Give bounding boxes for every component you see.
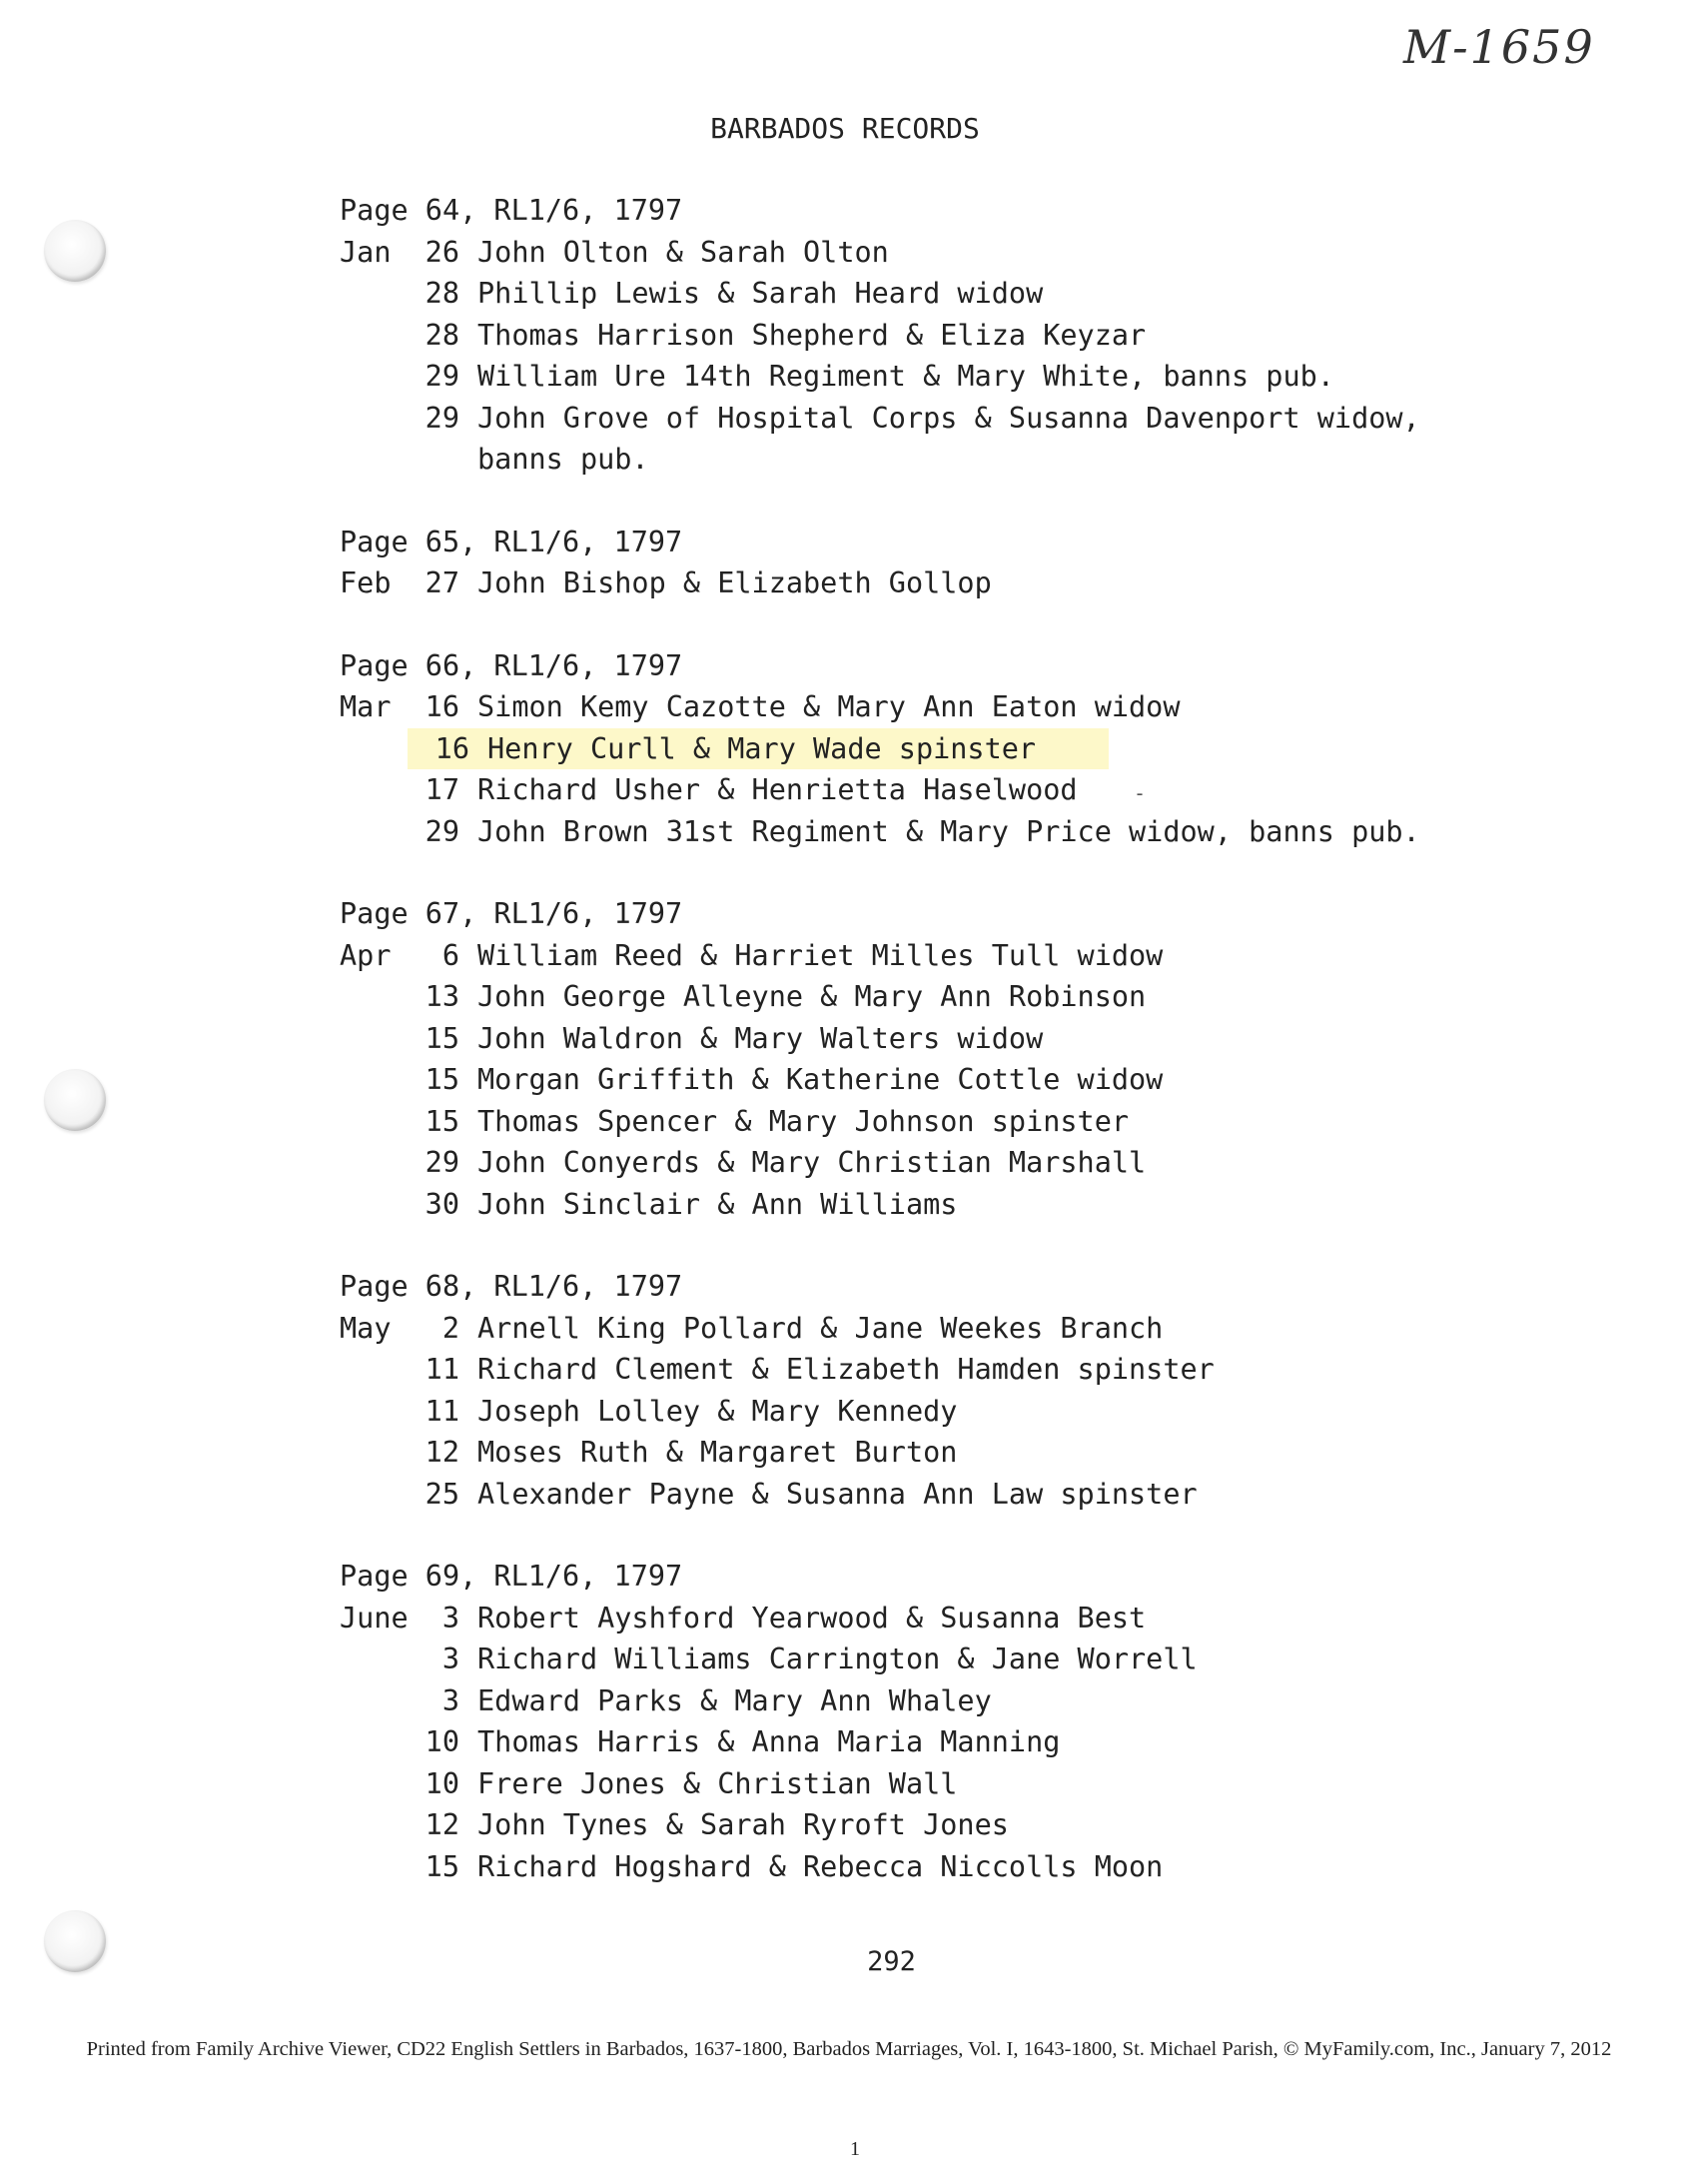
record-section	[340, 1556, 1420, 1887]
entry-day: 16	[424, 690, 459, 723]
marriage-entry	[340, 1101, 1420, 1143]
section-page-heading: Page 68, RL1/6, 1797	[340, 1270, 683, 1303]
entry-day: 26	[424, 235, 459, 269]
marriage-entry	[340, 1432, 1420, 1474]
entry-month	[340, 1638, 400, 1680]
entry-month	[340, 1804, 400, 1846]
entry-month	[340, 1680, 400, 1722]
entry-month	[340, 1142, 400, 1184]
entry-text: Frere Jones & Christian Wall	[477, 1766, 958, 1800]
entry-month: May	[340, 1311, 392, 1345]
entry-day: 11	[424, 1353, 459, 1386]
entry-text: Joseph Lolley & Mary Kennedy	[477, 1394, 958, 1428]
entry-day: 16	[434, 731, 469, 765]
entry-month	[340, 1432, 400, 1474]
entry-day: 11	[424, 1394, 459, 1428]
marriage-entry	[340, 976, 1420, 1018]
entry-day: 10	[424, 1725, 459, 1758]
records-list	[340, 190, 1420, 1928]
marriage-entry	[340, 398, 1420, 440]
marriage-entry	[340, 811, 1420, 853]
entry-day: 29	[424, 814, 459, 848]
entry-month	[340, 273, 400, 315]
marriage-entry	[340, 1846, 1420, 1888]
marriage-entry	[340, 562, 1420, 604]
marriage-entry	[340, 232, 1420, 274]
punch-hole-middle	[44, 1069, 106, 1131]
marriage-entry	[340, 315, 1420, 357]
entry-month	[340, 1721, 400, 1763]
entry-day: 28	[424, 318, 459, 352]
entry-text: Moses Ruth & Margaret Burton	[477, 1436, 958, 1469]
entry-text: John Sinclair & Ann Williams	[477, 1187, 958, 1221]
section-page-heading: Page 69, RL1/6, 1797	[340, 1560, 683, 1593]
entry-month	[340, 1846, 400, 1888]
marriage-entry	[340, 1308, 1420, 1350]
marriage-entry	[340, 769, 1420, 811]
entry-text: Thomas Harris & Anna Maria Manning	[477, 1725, 1061, 1758]
section-page-heading: Page 67, RL1/6, 1797	[340, 897, 683, 930]
entry-month: Apr	[340, 938, 392, 972]
marriage-entry	[340, 1598, 1420, 1639]
entry-day: 25	[424, 1477, 459, 1511]
marriage-entry	[340, 1680, 1420, 1722]
entry-day: 15	[424, 1104, 459, 1138]
entry-month	[340, 398, 400, 440]
entry-day: 29	[424, 401, 459, 435]
entry-day: 6	[441, 938, 459, 972]
entry-text: John Brown 31st Regiment & Mary Price widow, banns pub.	[477, 814, 1420, 848]
print-footer: Printed from Family Archive Viewer, CD22 English Settlers in Barbados, 1637-1800, Barbados Marriages, Vol. I, 1643-1800, St. Michael Parish, © MyFamily.com, Inc., January 7, 2012	[86, 2038, 1612, 2060]
page-title: BARBADOS RECORDS	[710, 112, 980, 145]
section-page-heading: Page 64, RL1/6, 1797	[340, 194, 683, 227]
entry-text: Robert Ayshford Yearwood & Susanna Best	[477, 1601, 1147, 1635]
entry-text: Thomas Harrison Shepherd & Eliza Keyzar	[477, 318, 1147, 352]
entry-text: Alexander Payne & Susanna Ann Law spinster	[477, 1477, 1198, 1511]
stray-mark: -	[1134, 781, 1147, 805]
marriage-entry	[340, 1018, 1420, 1060]
entry-text: William Reed & Harriet Milles Tull widow	[477, 938, 1164, 972]
marriage-entry	[340, 1142, 1420, 1184]
entry-text: John Olton & Sarah Olton	[477, 235, 889, 269]
entry-text: Edward Parks & Mary Ann Whaley	[477, 1683, 992, 1717]
entry-text: Richard Clement & Elizabeth Hamden spinster	[477, 1353, 1215, 1386]
record-section	[340, 645, 1420, 853]
marriage-entry	[340, 935, 1420, 977]
record-section	[340, 1266, 1420, 1515]
entry-day: 29	[424, 360, 459, 393]
entry-month: Jan	[340, 235, 392, 269]
entry-day: 15	[424, 1021, 459, 1055]
entry-month	[340, 1184, 400, 1226]
marriage-entry	[340, 1059, 1420, 1101]
entry-text: John Bishop & Elizabeth Gollop	[477, 566, 992, 599]
entry-text: Richard Williams Carrington & Jane Worrell	[477, 1642, 1198, 1675]
entry-text: Phillip Lewis & Sarah Heard widow	[477, 277, 1044, 310]
entry-month	[340, 1474, 400, 1516]
section-page-heading: Page 66, RL1/6, 1797	[340, 648, 683, 682]
record-section	[340, 190, 1420, 481]
entry-month: Mar	[340, 690, 392, 723]
entry-day: 29	[424, 1146, 459, 1179]
entry-month: June	[340, 1601, 409, 1635]
entry-day: 30	[424, 1187, 459, 1221]
entry-text: Thomas Spencer & Mary Johnson spinster	[477, 1104, 1130, 1138]
entry-month	[340, 1391, 400, 1433]
entry-day: 12	[424, 1808, 459, 1841]
entry-text: Arnell King Pollard & Jane Weekes Branch	[477, 1311, 1164, 1345]
entry-day: 2	[441, 1311, 459, 1345]
entry-day: 15	[424, 1849, 459, 1883]
marriage-entry	[340, 1638, 1420, 1680]
entry-day: 13	[424, 980, 459, 1013]
entry-month	[340, 811, 400, 853]
entry-day: 28	[424, 277, 459, 310]
entry-text: Richard Usher & Henrietta Haselwood	[477, 773, 1078, 806]
entry-text: John George Alleyne & Mary Ann Robinson	[477, 980, 1147, 1013]
entry-text: Henry Curll & Mary Wade spinster	[487, 731, 1037, 765]
marriage-entry-highlighted	[408, 728, 1109, 770]
entry-month	[340, 1101, 400, 1143]
entry-day: 3	[441, 1601, 459, 1635]
marriage-entry	[340, 1184, 1420, 1226]
entry-text: Simon Kemy Cazotte & Mary Ann Eaton widow	[477, 690, 1181, 723]
entry-text: John Waldron & Mary Walters widow	[477, 1021, 1044, 1055]
entry-text: Morgan Griffith & Katherine Cottle widow	[477, 1063, 1164, 1096]
marriage-entry	[340, 1391, 1420, 1433]
page-number: 292	[867, 1946, 916, 1977]
entry-month	[340, 1018, 400, 1060]
entry-day: 15	[424, 1063, 459, 1096]
handwritten-reference: M-1659	[1403, 20, 1595, 74]
entry-day: 27	[424, 566, 459, 599]
entry-month	[340, 315, 400, 357]
marriage-entry	[340, 1721, 1420, 1763]
entry-day: 17	[424, 773, 459, 806]
entry-month: Feb	[340, 566, 392, 599]
marriage-entry	[340, 1763, 1420, 1805]
entry-text: William Ure 14th Regiment & Mary White, banns pub.	[477, 360, 1334, 393]
marriage-entry	[340, 1804, 1420, 1846]
punch-hole-top	[44, 220, 106, 282]
entry-month	[340, 1763, 400, 1805]
entry-month	[340, 1059, 400, 1101]
entry-day: 10	[424, 1766, 459, 1800]
entry-text: John Tynes & Sarah Ryroft Jones	[477, 1808, 1009, 1841]
entry-text: John Conyerds & Mary Christian Marshall	[477, 1146, 1147, 1179]
entry-day: 3	[441, 1642, 459, 1675]
entry-day: 3	[441, 1683, 459, 1717]
record-section	[340, 893, 1420, 1225]
marriage-entry	[340, 273, 1420, 315]
marriage-entry	[340, 1349, 1420, 1391]
entry-month	[340, 1349, 400, 1391]
entry-month	[340, 356, 400, 398]
marriage-entry	[340, 686, 1420, 728]
record-section	[340, 522, 1420, 604]
entry-month	[340, 769, 400, 811]
entry-month	[340, 976, 400, 1018]
marriage-entry	[340, 1474, 1420, 1516]
footer-page-number: 1	[850, 2138, 860, 2160]
entry-text: Richard Hogshard & Rebecca Niccolls Moon	[477, 1849, 1164, 1883]
entry-day: 12	[424, 1436, 459, 1469]
entry-continuation: banns pub.	[477, 443, 649, 476]
entry-text: John Grove of Hospital Corps & Susanna Davenport widow,	[477, 401, 1420, 435]
section-page-heading: Page 65, RL1/6, 1797	[340, 525, 683, 558]
marriage-entry	[340, 356, 1420, 398]
